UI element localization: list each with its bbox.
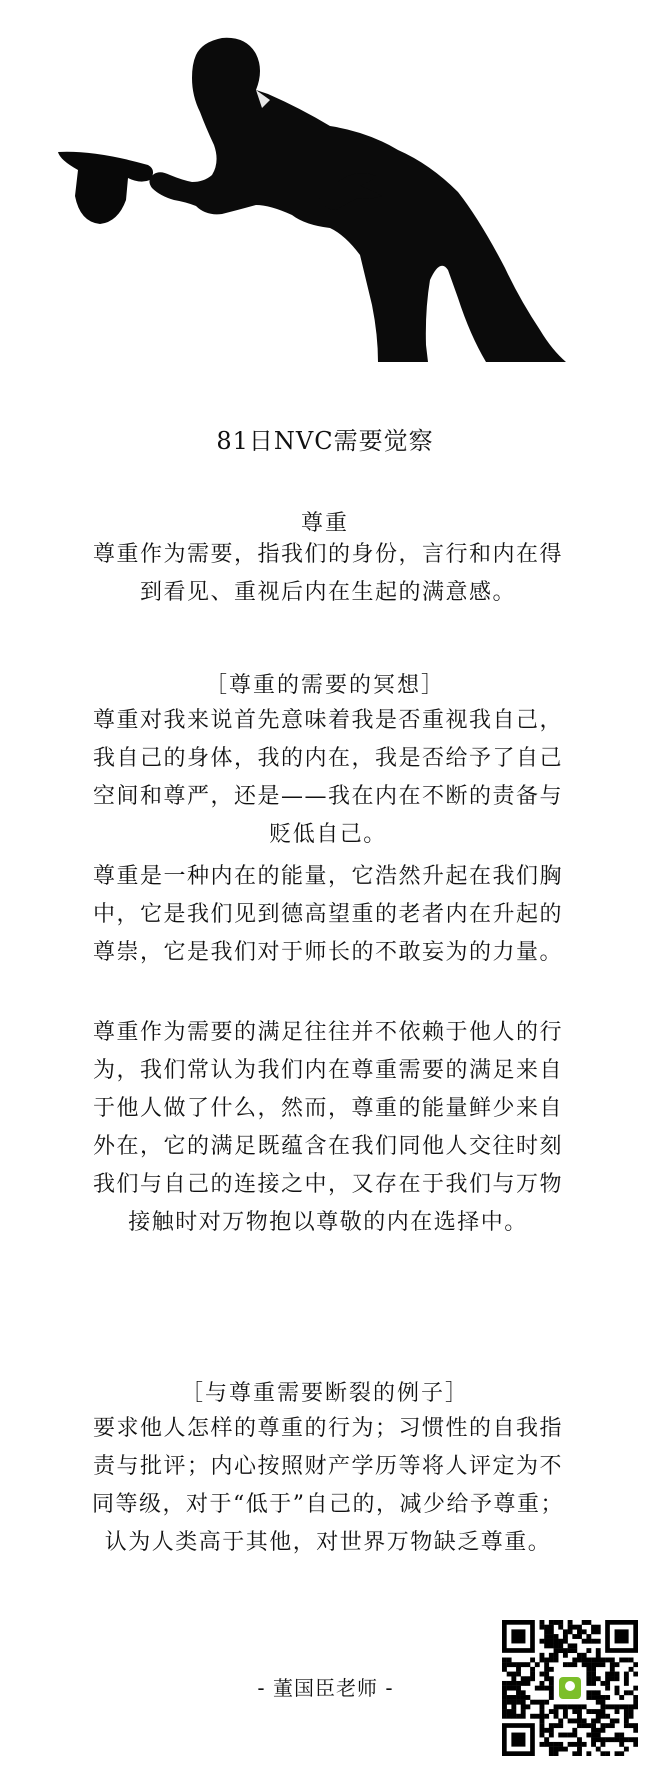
definition-heading: 尊重	[300, 511, 349, 536]
meditation-paragraph: 尊重是一种内在的能量，它浩然升起在我们胸中，它是我们见到德高望重的老者内在升起的尊崇，它是我们对于师长的不敢妄为的力量。	[92, 864, 563, 965]
meditation-paragraph: 尊重作为需要的满足往往并不依赖于他人的行为，我们常认为我们内在尊重需要的满足来自于他人做了什么，然而，尊重的能量鲜少来自外在，它的满足既蕴含在我们同他人交往时刻我们与自己的连接之中，又存在于我们与万物接触时对万物抱以尊敬的内在选择中。	[92, 1020, 563, 1235]
bowing-man-silhouette	[0, 0, 650, 380]
examples-text: 要求他人怎样的尊重的行为；习惯性的自我指责与批评；内心按照财产学历等将人评定为不同等级，对于“低于”自己的，减少给予尊重；认为人类高于其他，对世界万物缺乏尊重。	[92, 1416, 564, 1555]
hat-icon	[58, 152, 153, 224]
examples-heading: ［与尊重需要断裂的例子］	[180, 1381, 469, 1406]
author-signature: - 董国臣老师 -	[257, 1676, 394, 1700]
page-title: 81日NVC需要觉察	[216, 427, 434, 455]
meditation-heading: ［尊重的需要的冥想］	[204, 673, 445, 698]
meditation-paragraph: 尊重对我来说首先意味着我是否重视我自己，我自己的身体，我的内在，我是否给予了自己空间和尊严，还是——我在内在不断的责备与贬低自己。	[92, 708, 563, 847]
definition-text: 尊重作为需要，指我们的身份，言行和内在得到看见、重视后内在生起的满意感。	[92, 542, 563, 605]
qr-code-icon	[502, 1620, 638, 1756]
